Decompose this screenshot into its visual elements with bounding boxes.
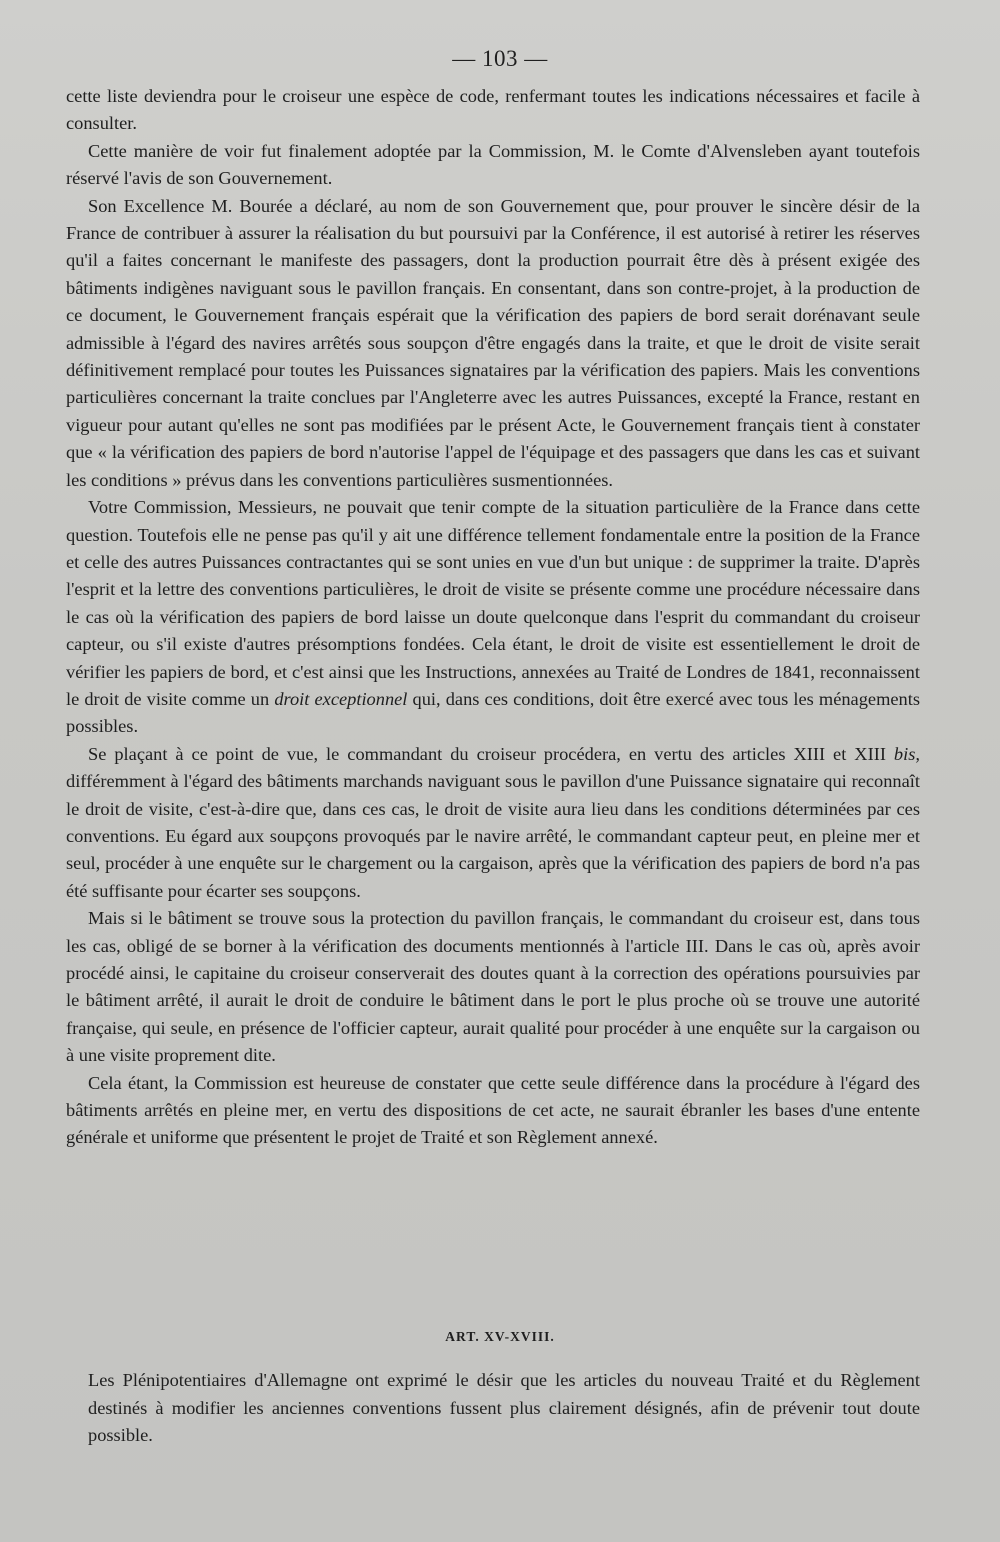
page-number: — 103 —: [452, 46, 548, 71]
paragraph-4-italic: droit exceptionnel: [274, 688, 408, 709]
paragraph-4-text: Votre Commission, Messieurs, ne pouvait que tenir compte de la situation particulière de la France dans cette question. Toutefois elle ne pense pas qu'il y ait une différence tellement fondamentale entre la position de la France et celle des autres Puissances contractantes qui se sont unies en vue d'un but unique : de supprimer la traite. D'après l'esprit et la lettre des conventions particulières, le droit de visite se présente comme une procédure nécessaire dans le cas où la vérification des papiers de bord laisse un doute quelconque dans l'esprit du commandant du croiseur capteur, ou s'il existe d'autres présomptions fondées. Cela étant, le droit de visite est essentiellement le droit de vérifier les papiers de bord, et c'est ainsi que les Instructions, annexées au Traité de Londres de 1841, reconnaissent le droit de visite comme un: [66, 497, 920, 709]
paragraph-3: Son Excellence M. Bourée a déclaré, au nom de son Gouvernement que, pour prouver le sincère désir de la France de contribuer à assurer la réalisation du but poursuivi par la Conférence, il est autorisé à retirer les réserves qu'il a faites concernant le manifeste des passagers, dont la production pourrait être dès à présent exigée des bâtiments indigènes naviguant sous le pavillon français. En consentant, dans son contre-projet, à la production de ce document, le Gouvernement français espérait que la vérification des papiers de bord serait dorénavant seule admissible à l'égard des navires arrêtés sous soupçon d'être engagés dans la traite, et que le droit de visite serait définitivement remplacé pour toutes les Puissances signataires par la vérification des papiers. Mais les conventions particulières concernant la traite conclues par l'Angleterre avec les autres Puissances, excepté la France, restant en vigueur pour autant qu'elles ne sont pas modifiées par le présent Acte, le Gouvernement français tient à constater que « la vérification des papiers de bord n'autorise l'appel de l'équipage et des passagers que dans les cas et suivant les conditions » prévus dans les conventions particulières susmentionnées.: [66, 195, 920, 490]
paragraph-2: Cette manière de voir fut finalement adoptée par la Commission, M. le Comte d'Alvensleben ayant toutefois réservé l'avis de son Gouvernement.: [66, 140, 920, 189]
paragraph-5: [66, 741, 920, 905]
paragraph-1: cette liste deviendra pour le croiseur une espèce de code, renfermant toutes les indications nécessaires et facile à consulter.: [66, 86, 920, 134]
body-text-2: [88, 1367, 920, 1450]
paragraph-5-text: Se plaçant à ce point de vue, le commandant du croiseur procédera, en vertu des articles XIII et XIII: [88, 743, 886, 764]
paragraph-6: Mais si le bâtiment se trouve sous la protection du pavillon français, le commandant du croiseur est, dans tous les cas, obligé de se borner à la vérification des documents mentionnés à l'article III. Dans le cas où, après avoir procédé ainsi, le capitaine du croiseur conserverait des doutes quant à la correction des opérations poursuivies par le bâtiment arrêté, il aurait le droit de conduire le bâtiment dans le port le plus proche où se trouve une autorité française, qui seule, en présence de l'officier capteur, aurait qualité pour procéder à une enquête sur la cargaison ou à une visite proprement dite.: [66, 908, 920, 1066]
paragraph-8: Les Plénipotentiaires d'Allemagne ont exprimé le désir que les articles du nouveau Traité et du Règlement destinés à modifier les anciennes conventions fussent plus clairement désignés, afin de prévenir tout doute possible.: [88, 1370, 920, 1446]
paragraph-4: [66, 494, 920, 741]
body-text: [66, 83, 920, 1152]
section-title: ART. XV-XVIII.: [445, 1329, 555, 1344]
paragraph-7: Cela étant, la Commission est heureuse de constater que cette seule différence dans la procédure à l'égard des bâtiments arrêtés en pleine mer, en vertu des dispositions de cet acte, ne saurait ébranler les bases d'une entente générale et uniforme que présentent le projet de Traité et son Règlement annexé.: [66, 1072, 920, 1148]
paragraph-5-italic: bis,: [893, 743, 920, 764]
paragraph-5-end: différemment à l'égard des bâtiments marchands naviguant sous le pavillon d'une Puissance signataire qui reconnaît le droit de visite, c'est-à-dire que, dans ces cas, le droit de visite aura lieu dans les conditions déterminées par ces conventions. Eu égard aux soupçons provoqués par le navire arrêté, le commandant capteur peut, en pleine mer et seul, procéder à une enquête sur le chargement ou la cargaison, après que la vérification des papiers de bord n'a pas été suffisante pour écarter ses soupçons.: [66, 771, 920, 901]
paragraph-4-end: qui, dans ces conditions, doit être exercé avec tous les ménagements possibles.: [66, 688, 921, 737]
